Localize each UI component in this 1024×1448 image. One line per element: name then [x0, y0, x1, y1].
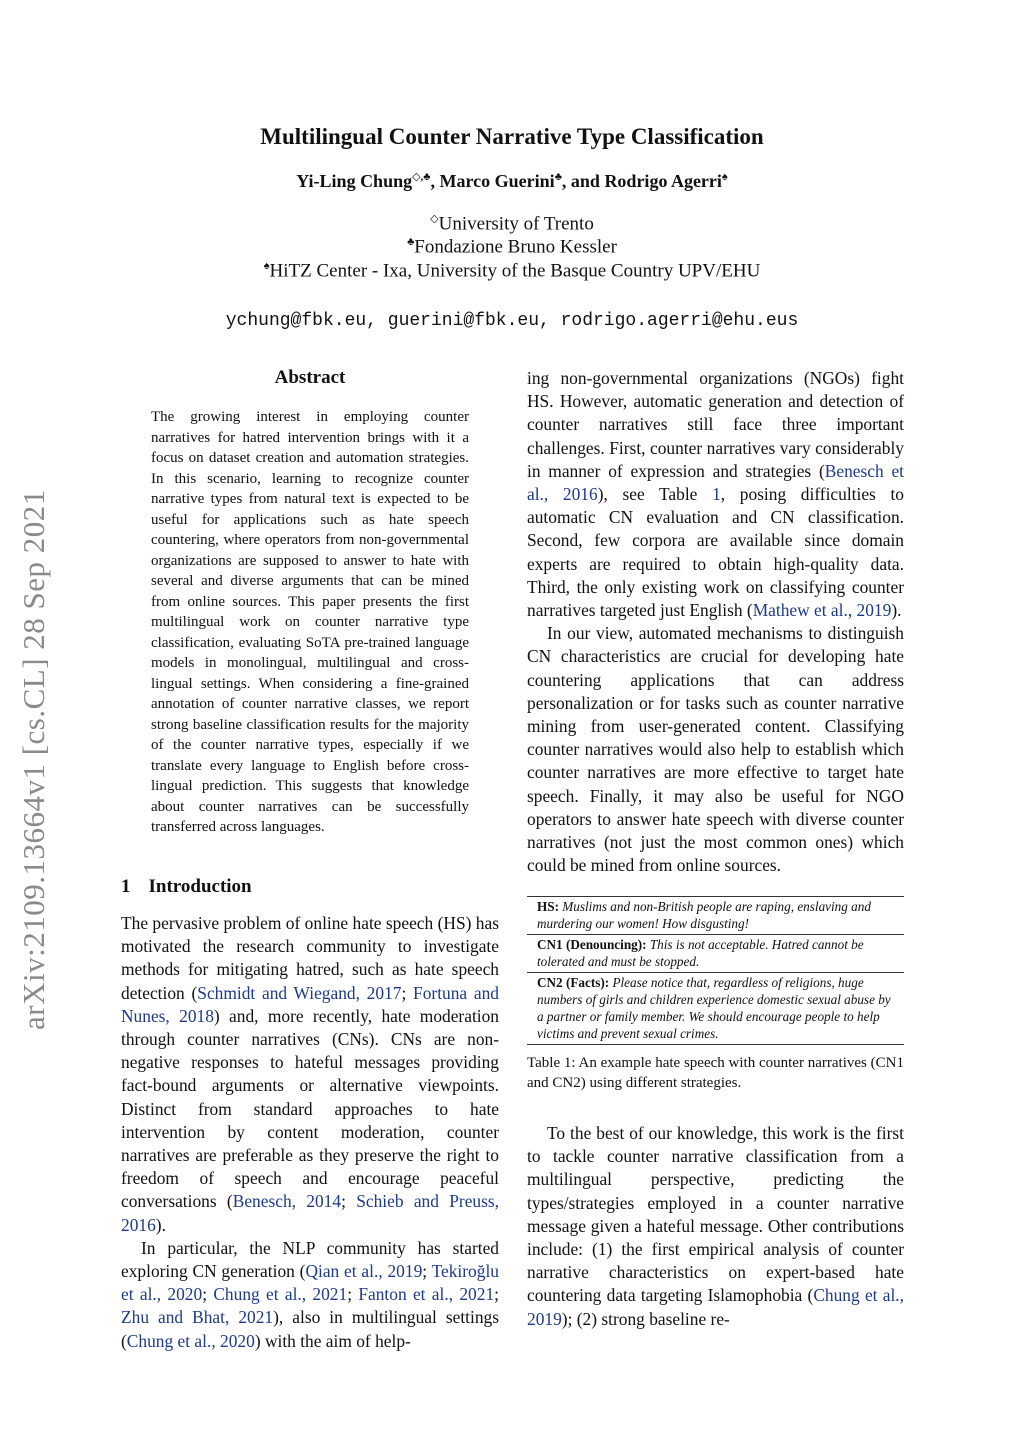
abstract-text: The growing interest in employing counter narratives for hatred intervention brings with it a focus on dataset creation and automation strategies. In this scenario, learning to recognize counter narrative types from natural text is expected to be useful for applications such as hate speech countering, where operators from non-governmental organizations are supposed to answer to hate with several and diverse arguments that can be mined from online sources. This paper presents the first multilingual work on counter narrative type classification, evaluating SoTA pre-trained language models in monolingual, multilingual and cross-lingual settings. When considering a fine-grained annotation of counter narrative classes, we report strong baseline classification results for the majority of the counter narrative types, especially if we translate every language to English before cross-lingual prediction. This suggests that knowledge about counter narratives can be successfully transferred across languages.	[151, 409, 469, 835]
paragraph-text: ;	[347, 1284, 359, 1305]
table-row: CN2 (Facts): Please notice that, regardless of religions, huge numbers of girls and children experience domestic sexual abuse by a partner or family member. We should encourage people to help victims and prevent sexual crimes.	[527, 972, 904, 1045]
citation-link[interactable]: Zhu and Bhat, 2021	[121, 1307, 274, 1328]
table-1-caption: Table 1: An example hate speech with counter narratives (CN1 and CN2) using different strategies.	[527, 1055, 904, 1091]
paragraph-text: The pervasive problem of online hate speech (HS) has motivated the research community to investigate methods for mitigating hatred, such as hate speech detection (	[121, 913, 499, 1003]
author-list	[0, 170, 1024, 192]
paragraph	[527, 367, 904, 622]
paragraph-text: ).	[155, 1214, 166, 1235]
paragraph-text: ).	[891, 600, 902, 621]
paragraph-text: In our view, automated mechanisms to distinguish CN characteristics are crucial for developing hate countering applications that can address personalization or for tasks such as counter narrative mining from user-generated content. Classifying counter narratives would also help to establish which counter narratives are more effective to target hate speech. Finally, it may also be useful for NGO operators to answer hate speech with diverse counter narratives (not just the most common ones) which could be mined from online sources.	[527, 623, 904, 876]
affiliation-fbk: ♣Fondazione Bruno Kessler	[407, 236, 617, 258]
paragraph-text: ;	[341, 1191, 357, 1212]
paragraph-text: ); (2) strong baseline re-	[561, 1308, 730, 1329]
citation-link[interactable]: Qian et al., 2019	[305, 1261, 423, 1282]
abstract-heading: Abstract	[274, 367, 346, 388]
affiliation-trento: ◇University of Trento	[430, 213, 594, 235]
paragraph-text: ), see Table	[597, 484, 713, 505]
paragraph-text: ), also in multilingual settings (	[121, 1307, 499, 1351]
section-heading-introduction: 1 Introduction	[121, 876, 252, 897]
right-column-body-top	[527, 367, 904, 877]
paragraph-text: ;	[401, 982, 414, 1003]
paragraph-text: In particular, the NLP community has started exploring CN generation (	[121, 1237, 499, 1282]
left-column-body	[121, 912, 499, 1353]
citation-link[interactable]: Chung et al., 2021	[213, 1284, 348, 1305]
paragraph-text: ) with the aim of help-	[254, 1330, 411, 1351]
citation-link[interactable]: Tekiroğlu et al., 2020	[121, 1261, 499, 1305]
paragraph-text: ;	[202, 1284, 214, 1305]
citation-link[interactable]: Schmidt and Wiegand, 2017	[197, 982, 402, 1003]
paragraph-text: To the best of our knowledge, this work is the first to tackle counter narrative classification from a multilingual perspective, predicting the types/strategies employed in a counter narrative message given a hateful message. Other contributions include: (1) the first empirical analysis of counter narrative characteristics on expert-based hate countering data targeting Islamophobia (	[527, 1123, 904, 1306]
paragraph	[121, 1237, 499, 1353]
paragraph-text: ) and, more recently, hate moderation through counter narratives (CNs). CNs are non-negative responses to hateful messages providing fact-bound arguments or alternative viewpoints. Distinct from standard approaches to hate intervention by content moderation, counter narratives are preferable as they preserve the right to freedom of speech and encourage peaceful conversations (	[121, 1005, 499, 1212]
author-1: Yi-Ling Chung◇,♣,	[296, 171, 440, 191]
paragraph	[527, 622, 904, 877]
citation-link[interactable]: 1	[712, 484, 721, 505]
paragraph	[121, 912, 499, 1237]
paper-title: Multilingual Counter Narrative Type Classification	[260, 124, 764, 149]
citation-link[interactable]: Fanton et al., 2021	[358, 1284, 495, 1305]
paragraph-text: ing non-governmental organizations (NGOs) fight HS. However, automatic generation and detection of counter narratives still face three important challenges. First, counter narratives vary considerably in manner of expression and strategies (	[527, 368, 904, 481]
table-1	[527, 896, 904, 1045]
citation-link[interactable]: Chung et al., 2019	[527, 1285, 904, 1329]
citation-link[interactable]: Benesch, 2014	[232, 1191, 342, 1212]
right-column-body-bottom	[527, 1122, 904, 1331]
table-row: HS: Muslims and non-British people are raping, enslaving and murdering our women! How disgusting!	[527, 896, 904, 934]
paragraph	[527, 1122, 904, 1331]
paragraph-text: , posing difficulties to automatic CN evaluation and CN classification. Second, few corpora are available since domain experts are required to obtain high-quality data. Third, the only existing work on classifying counter narratives targeted just English (	[527, 484, 905, 621]
paragraph-text: ;	[494, 1284, 499, 1305]
table-row: CN1 (Denouncing): This is not acceptable. Hatred cannot be tolerated and must be stopped.	[527, 934, 904, 972]
author-emails[interactable]: ychung@fbk.eu, guerini@fbk.eu, rodrigo.agerri@ehu.eus	[225, 311, 799, 331]
citation-link[interactable]: Benesch et al., 2016	[527, 460, 905, 505]
paragraph-text: ;	[422, 1261, 432, 1282]
affiliation-hitz: ♠HiTZ Center - Ixa, University of the Basque Country UPV/EHU	[263, 260, 761, 282]
author-2: Marco Guerini♣, and	[439, 171, 605, 191]
arxiv-identifier: arXiv:2109.13664v1 [cs.CL] 28 Sep 2021	[16, 489, 51, 1030]
citation-link[interactable]: Chung et al., 2020	[126, 1330, 255, 1351]
citation-link[interactable]: Mathew et al., 2019	[752, 600, 892, 621]
citation-link[interactable]: Fortuna and Nunes, 2018	[121, 982, 499, 1026]
author-3: Rodrigo Agerri♠	[604, 171, 728, 191]
citation-link[interactable]: Schieb and Preuss, 2016	[121, 1191, 499, 1235]
